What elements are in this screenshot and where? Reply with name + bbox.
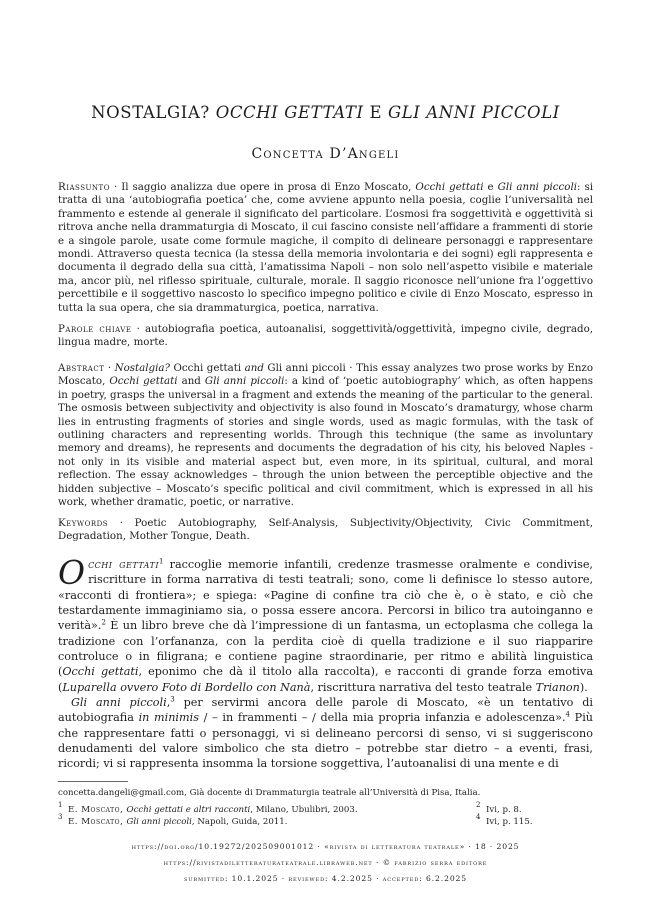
abstract-block <box>58 362 593 509</box>
abstract-label: Abstract <box>58 362 105 374</box>
keywords-text: Poetic Autobiography, Self-Analysis, Subjectivity/Objectivity, Civic Commitment, Degradation, Mother Tongue, Death. <box>58 517 593 543</box>
title-italic-part: OCCHI GETTATI <box>215 103 364 122</box>
italic-text: Nostalgia? <box>114 362 170 374</box>
paragraph-2 <box>58 695 593 772</box>
italic-text: and <box>244 362 264 374</box>
keywords-block <box>58 517 593 544</box>
title-part: NOSTALGIA? <box>91 103 216 122</box>
body-text <box>58 553 594 772</box>
riassunto-label: Riassunto <box>58 181 110 193</box>
footnote-ref[interactable]: 3 <box>170 695 175 704</box>
footnote-4: Ivi, p. 115. <box>486 817 533 827</box>
text: E. Moscato, <box>68 805 127 815</box>
italic-text: Occhi gettati <box>62 665 139 679</box>
text: Occhi gettati <box>170 362 245 374</box>
text: , eponimo che dà il titolo alla raccolta), e racconti di grande forza emotiva ( <box>58 665 594 694</box>
separator: · <box>104 362 115 374</box>
text: Più che rappresentare fatti o personaggi, vi si delineano percorsi di senso, vi si suggeriscono denudamenti del valore simbolico che sta dietro – potrebbe star dietro – a eventi, frasi, ricordi; vi si rappresenta insomma la torsione soggettiva, l’autoanalisi di una mente e di <box>58 711 593 771</box>
text: raccoglie memorie infantili, credenze trasmesse oralmente e condivise, riscritture in forma narrativa di testi teatrali; sono, come li definisce lo stesso autore, «racconti di frontiera»; e spiega: «Pagine di confine tra ciò che è, o è stato, e ciò che testardamente immaginiamo sia, o possa essere ancora. Percorsi in bilico tra autoinganno e verità». <box>58 558 593 633</box>
author-name: Concetta D’Angeli <box>251 146 400 162</box>
footer-website-line[interactable]: https://rivistadiletteraturateatrale.libraweb.net · © fabrizio serra editore <box>163 858 488 867</box>
footnote-ref[interactable]: 4 <box>565 710 570 719</box>
keywords-label: Keywords <box>58 517 109 529</box>
footnote-ref[interactable]: 1 <box>159 557 164 566</box>
text: E. Moscato, <box>68 817 127 827</box>
italic-text: Occhi gettati e altri racconti <box>126 805 251 815</box>
separator: · <box>108 517 135 529</box>
parole-chiave-label: Parole chiave <box>58 323 132 335</box>
italic-text: Gli anni piccoli <box>497 181 577 193</box>
affiliation-note: concetta.dangeli@gmail.com, Già docente di Drammaturgia teatrale all’Università di Pisa, Italia. <box>58 788 481 798</box>
riassunto-block <box>58 181 593 315</box>
text: , riscrittura narrativa del testo teatrale <box>310 680 536 694</box>
text: , Napoli, Guida, 2011. <box>191 817 288 827</box>
paragraph-1 <box>58 553 594 695</box>
text: : si tratta di una ‘autobiografia poetica’ che, come avviene appunto nella poesia, coglie l’universalità nel frammento e estende al generale il significato del particolare. L’osmosi fra soggettività e oggettività si ritrova anche nella drammaturgia di Moscato, il cui fascino consiste nell’affidare a frammenti di storie e a singole parole, usate come formule magiche, il compito di delineare personaggi e rappresentare mondi. Attraverso questa tecnica (la stessa della memoria involontaria e dei sogni) egli rappresenta e documenta il degrado della sua città, l’amatissima Napoli – non solo nell’aspetto visibile e materiale ma, ancor più, nel riflesso spirituale, culturale, morale. Il saggio riconosce nell’unione fra l’oggettivo percettibile e il soggettivo nascosto lo specifico impegno politico e civile di Enzo Moscato, espresso in tutta la sua opera, che sia drammaturgica, poetica, narrativa. <box>58 181 593 314</box>
text: e <box>483 181 498 193</box>
italic-text: in minimis <box>138 711 199 725</box>
italic-text: Gli anni piccoli <box>71 696 167 710</box>
italic-text: Trianon <box>535 680 580 694</box>
separator: · <box>109 181 122 193</box>
article-title <box>58 103 593 122</box>
footer-doi-line[interactable]: https://doi.org/10.19272/202509001012 · «rivista di letteratura teatrale» · 18 · 2025 <box>131 842 520 851</box>
lead-small-caps: cchi gettati <box>88 558 160 571</box>
italic-text: Occhi gettati <box>109 375 178 388</box>
separator: · <box>131 323 146 335</box>
text: ). <box>579 680 588 694</box>
italic-text: Gli anni piccoli <box>126 817 192 827</box>
text: : a kind of ‘poetic autobiography’ which, as often happens in poetry, grasps the universal in a fragment and extends the meaning of the particular to the general. The osmosis between subjectivity and objectivity is also found in Moscato’s dramaturgy, whose charm lies in entrusting fragments of stories and single words, used as magic formulas, with the task of outlining characters and representing worlds. Through this technique (the same as involuntary memory and dreams), he represents and documents the degradation of his city, his beloved Naples - not only in its visible and material aspect but, even more, in its spiritual, cultural, and moral reflection. The essay acknowledges – through the union between the perceptible objective and the hidden subjective – Moscato’s specific political and civil commitment, which is expressed in all his work, whether dramatic, poetic, or narrative. <box>58 375 594 509</box>
text: and <box>177 375 205 388</box>
footnote-3 <box>68 817 287 828</box>
drop-cap: O <box>58 553 86 592</box>
italic-text: Occhi gettati <box>415 181 484 193</box>
text: / – in frammenti – / della mia propria infanzia e adolescenza». <box>198 711 566 725</box>
text: per servirmi ancora delle parole di Moscato, «è un tentativo di autobiografia <box>58 696 593 725</box>
text: · This essay analyzes two prose works by Enzo Moscato, <box>58 362 593 388</box>
italic-text: Luparella ovvero Foto di Bordello con Nanà <box>62 680 311 694</box>
footnote-1 <box>68 805 358 816</box>
text: , <box>166 696 171 710</box>
parole-chiave-text: autobiografia poetica, autoanalisi, soggettività/oggettività, impegno civile, degrado, lingua madre, morte. <box>58 323 594 349</box>
parole-chiave-block <box>58 323 593 350</box>
text: , Milano, Ubulibri, 2003. <box>250 805 358 815</box>
text: È un libro breve che dà l’impressione di un fantasma, un ectoplasma che collega la tradizione con l’orfananza, con la perdita cioè di quella tradizione e il suo riapparire controluce o in filigrana; e contiene pagine straordinarie, per ritmo e abilità linguistica ( <box>58 619 593 679</box>
italic-text: Gli anni piccoli <box>204 375 285 388</box>
text: Gli anni piccoli <box>263 362 346 374</box>
footnote-divider <box>58 781 128 782</box>
footer-dates-line: submitted: 10.1.2025 · reviewed: 4.2.2025 · accepted: 6.2.2025 <box>183 874 468 883</box>
title-italic-part: GLI ANNI PICCOLI <box>387 103 560 122</box>
footnote-ref[interactable]: 2 <box>101 618 106 627</box>
title-part: E <box>363 103 388 122</box>
text: Il saggio analizza due opere in prosa di Enzo Moscato, <box>121 181 416 193</box>
footnote-2: Ivi, p. 8. <box>486 805 522 815</box>
